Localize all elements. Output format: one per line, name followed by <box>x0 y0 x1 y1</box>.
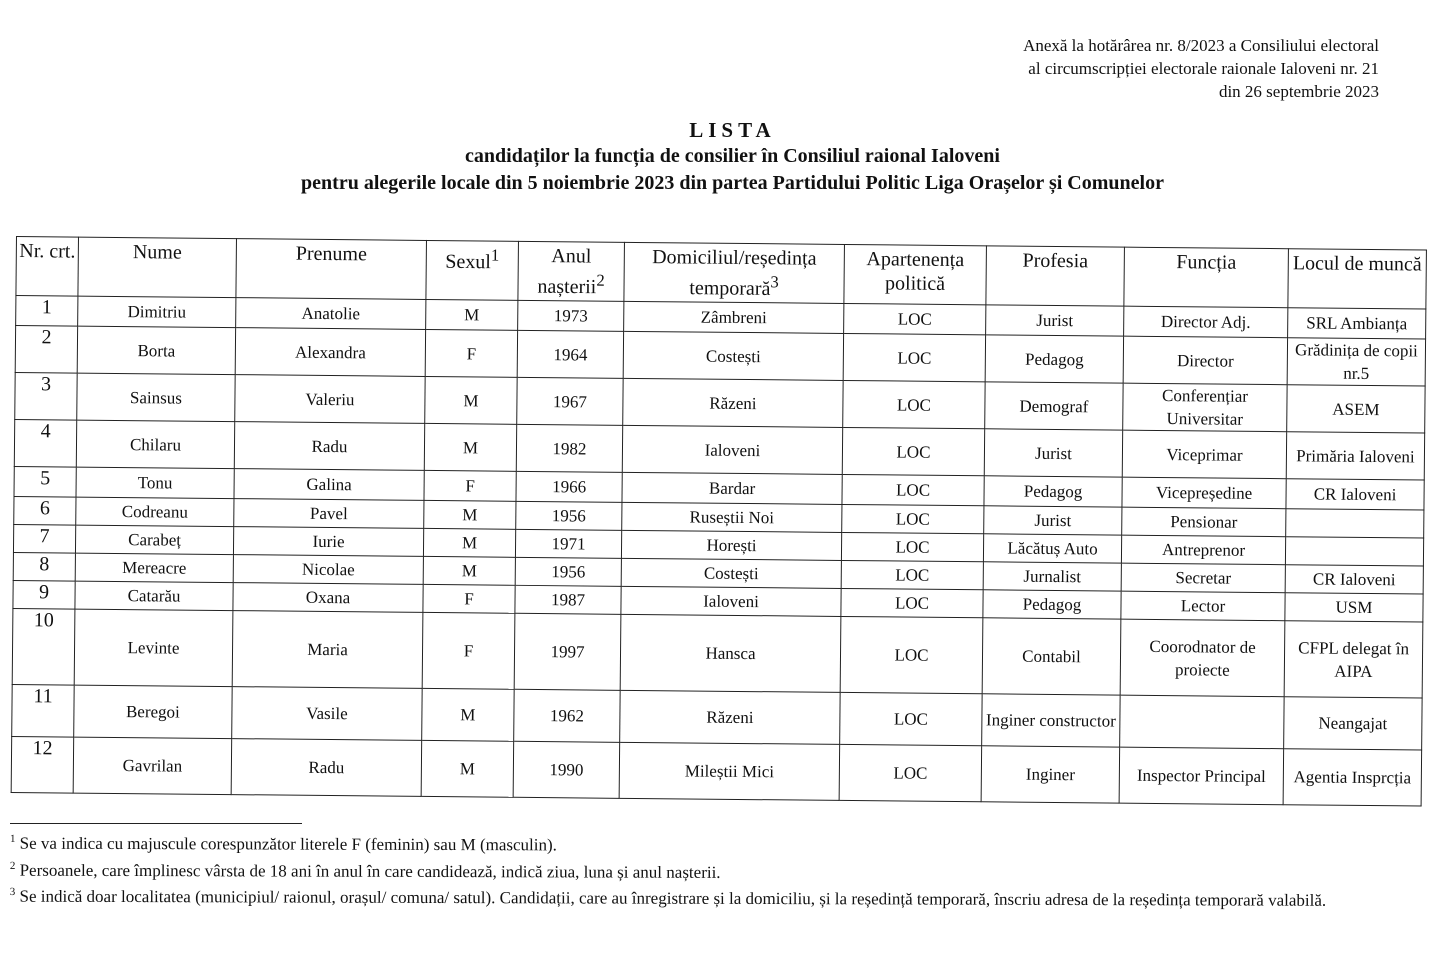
header-domiciliul-footnote-mark: 3 <box>770 272 779 292</box>
cell-profesia: Pedagog <box>983 590 1121 619</box>
cell-functia: Secretar <box>1121 563 1285 593</box>
cell-nr: 11 <box>12 684 74 737</box>
cell-locul: Grădinița de copii nr.5 <box>1287 338 1425 386</box>
cell-nume: Chilaru <box>76 420 234 469</box>
cell-domiciliu: Horești <box>621 530 841 560</box>
header-sexul-footnote-mark: 1 <box>490 245 500 265</box>
cell-functia: Inspector Principal <box>1119 747 1284 805</box>
cell-sex: M <box>426 299 518 330</box>
table-row <box>12 608 1423 698</box>
header-nume: Nume <box>78 237 237 298</box>
header-sexul <box>426 240 519 300</box>
cell-locul: USM <box>1285 593 1423 622</box>
cell-functia: Vicepreședine <box>1122 477 1286 509</box>
footnote-3-text: Se indică doar localitatea (municipiul/ raionul, orașul/ comuna/ satul). Candidații, care au înregistrare și la domiciliu, și la reședință temporară, înscriu adresa de la reședința temporară valabilă. <box>19 886 1327 911</box>
header-domiciliul-label: Domiciliul/reședința temporară <box>652 246 817 300</box>
cell-prenume: Valeriu <box>235 375 425 424</box>
title-heading: LISTA <box>689 118 776 142</box>
header-locul: Locul de muncă <box>1288 249 1427 309</box>
cell-partid: LOC <box>844 303 986 334</box>
cell-nume: Codreanu <box>76 497 234 527</box>
cell-profesia: Inginer <box>981 746 1120 803</box>
cell-prenume: Oxana <box>233 583 423 613</box>
cell-locul: Neangajat <box>1284 697 1422 750</box>
annex-line-1: Anexă la hotărârea nr. 8/2023 a Consiliului electoral <box>1023 36 1379 55</box>
cell-nr: 7 <box>13 524 75 553</box>
cell-sex: F <box>425 329 517 377</box>
cell-anul: 1973 <box>518 300 624 331</box>
cell-functia: Antreprenor <box>1121 535 1285 565</box>
footnote-1-mark: 1 <box>9 833 16 846</box>
cell-domiciliu: Răzeni <box>623 378 843 427</box>
cell-nr: 8 <box>13 552 75 581</box>
header-nr: Nr. crt. <box>16 237 79 297</box>
cell-sex: M <box>422 688 514 741</box>
cell-profesia: Contabil <box>982 618 1121 695</box>
cell-anul: 1982 <box>516 424 622 472</box>
cell-functia: Lector <box>1121 591 1285 621</box>
footnote-divider <box>10 823 302 824</box>
cell-locul: Primăria Ialoveni <box>1286 432 1424 480</box>
candidates-table <box>11 236 1427 807</box>
footnote-1 <box>10 828 1435 859</box>
cell-sex: F <box>422 612 515 689</box>
header-functia: Funcția <box>1124 247 1289 308</box>
cell-functia: Director Adj. <box>1124 306 1288 338</box>
cell-domiciliu: Răzeni <box>620 690 840 744</box>
cell-domiciliu: Ruseștii Noi <box>622 502 842 532</box>
cell-nume: Borta <box>77 326 235 375</box>
cell-prenume: Pavel <box>234 499 424 529</box>
footnote-3-mark: 3 <box>9 886 16 899</box>
cell-anul: 1997 <box>514 613 621 690</box>
header-anul-footnote-mark: 2 <box>596 270 605 290</box>
cell-prenume: Nicolae <box>233 555 423 585</box>
cell-nume: Sainsus <box>77 373 235 422</box>
header-domiciliul <box>624 242 845 303</box>
cell-anul: 1964 <box>517 330 623 378</box>
cell-nume: Dimitriu <box>78 296 236 328</box>
annex-header <box>779 34 1379 103</box>
cell-anul: 1956 <box>516 501 622 530</box>
annex-line-3: din 26 septembrie 2023 <box>1218 82 1379 101</box>
footnote-3 <box>10 881 1435 912</box>
cell-partid: LOC <box>840 692 982 745</box>
cell-locul <box>1285 537 1423 566</box>
cell-nume: Catarău <box>75 581 233 611</box>
cell-domiciliu: Ialoveni <box>621 586 841 616</box>
cell-partid: LOC <box>842 427 984 475</box>
cell-profesia: Pedagog <box>985 335 1123 383</box>
header-profesia: Profesia <box>986 246 1125 306</box>
cell-profesia: Jurist <box>986 305 1124 336</box>
cell-locul: SRL Ambianța <box>1288 308 1426 339</box>
cell-prenume: Maria <box>232 611 423 689</box>
cell-domiciliu: Costești <box>621 558 841 588</box>
cell-nume: Gavrilan <box>73 737 232 795</box>
cell-locul: ASEM <box>1287 385 1425 433</box>
cell-profesia: Lăcătuș Auto <box>983 534 1121 563</box>
cell-anul: 1956 <box>515 557 621 586</box>
cell-nr: 5 <box>14 466 76 497</box>
header-prenume: Prenume <box>236 239 427 300</box>
cell-profesia: Jurist <box>984 506 1122 535</box>
cell-prenume: Radu <box>231 739 422 797</box>
cell-nume: Beregoi <box>74 685 232 739</box>
cell-anul: 1990 <box>513 741 620 798</box>
footnote-2-mark: 2 <box>9 859 16 872</box>
cell-profesia: Pedagog <box>984 476 1122 507</box>
cell-sex: M <box>424 423 516 471</box>
cell-domiciliu: Costești <box>623 331 843 380</box>
cell-functia: Viceprimar <box>1122 430 1286 479</box>
cell-functia: Conferențiar Universitar <box>1123 383 1287 432</box>
cell-nume: Carabeț <box>75 525 233 555</box>
cell-domiciliu: Mileștii Mici <box>619 742 840 800</box>
title-subtitle-2: pentru alegerile locale din 5 noiembrie 2023 din partea Partidului Politic Liga Orașelor și Comunelor <box>301 172 1164 194</box>
cell-locul: CR Ialoveni <box>1285 565 1423 594</box>
cell-anul: 1987 <box>515 585 621 614</box>
cell-locul: CR Ialoveni <box>1286 479 1424 510</box>
cell-sex: M <box>424 500 516 529</box>
cell-partid: LOC <box>841 560 983 589</box>
cell-anul: 1966 <box>516 471 622 502</box>
cell-partid: LOC <box>843 333 985 381</box>
header-sexul-label: Sexul <box>445 250 491 274</box>
cell-anul: 1971 <box>515 529 621 558</box>
cell-sex: M <box>423 528 515 557</box>
cell-anul: 1962 <box>514 689 620 742</box>
header-anul <box>518 241 625 301</box>
cell-functia: Pensionar <box>1122 507 1286 537</box>
cell-profesia: Demograf <box>985 382 1123 430</box>
cell-nume: Levinte <box>74 609 233 687</box>
header-apartenenta: Apartenența politică <box>844 244 987 304</box>
cell-sex: M <box>425 376 517 424</box>
title-subtitle-1: candidaților la funcția de consilier în Consiliul raional Ialoveni <box>465 145 1000 167</box>
cell-partid: LOC <box>842 474 984 505</box>
cell-sex: F <box>424 470 516 501</box>
cell-domiciliu: Ialoveni <box>622 425 842 474</box>
cell-nr: 12 <box>11 736 74 793</box>
cell-functia: Coorodnator de proiecte <box>1120 619 1285 697</box>
cell-partid: LOC <box>840 616 983 693</box>
cell-nr: 9 <box>13 580 75 609</box>
cell-prenume: Alexandra <box>235 328 425 377</box>
cell-locul: CFPL delegat în AIPA <box>1284 621 1423 698</box>
cell-nr: 10 <box>12 608 75 685</box>
cell-partid: LOC <box>843 380 985 428</box>
cell-profesia: Jurist <box>984 429 1122 477</box>
footnote-1-text: Se va indica cu majuscule corespunzător literele F (feminin) sau M (masculin). <box>19 833 557 855</box>
cell-prenume: Galina <box>234 469 424 501</box>
cell-prenume: Vasile <box>232 687 422 741</box>
cell-nr: 6 <box>14 496 76 525</box>
cell-nr: 1 <box>16 296 78 327</box>
cell-prenume: Radu <box>234 422 424 471</box>
footnotes <box>10 828 1435 912</box>
cell-prenume: Iurie <box>233 527 423 557</box>
cell-partid: LOC <box>841 588 983 617</box>
document-title <box>0 117 1453 197</box>
cell-partid: LOC <box>842 504 984 533</box>
cell-functia <box>1120 695 1284 749</box>
cell-locul <box>1286 509 1424 538</box>
cell-prenume: Anatolie <box>236 298 426 330</box>
cell-locul: Agentia Insprcția <box>1283 749 1422 806</box>
cell-sex: M <box>421 740 514 797</box>
cell-profesia: Inginer constructor <box>982 694 1120 747</box>
cell-domiciliu: Hansca <box>620 614 841 692</box>
cell-domiciliu: Bardar <box>622 472 842 504</box>
cell-sex: M <box>423 556 515 585</box>
cell-nr: 3 <box>15 372 77 420</box>
cell-nr: 2 <box>15 326 77 374</box>
cell-sex: F <box>423 584 515 613</box>
cell-domiciliu: Zâmbreni <box>624 301 844 333</box>
cell-functia: Director <box>1123 336 1287 385</box>
cell-anul: 1967 <box>517 377 623 425</box>
cell-nume: Mereacre <box>75 553 233 583</box>
footnote-2-text: Persoanele, care împlinesc vârsta de 18 ani în anul în care candidează, indică ziua, luna și anul nașterii. <box>19 860 721 882</box>
cell-profesia: Jurnalist <box>983 562 1121 591</box>
cell-partid: LOC <box>839 744 982 801</box>
annex-line-2: al circumscripției electorale raionale Ialoveni nr. 21 <box>1028 59 1379 78</box>
header-anul-label: Anul nașterii <box>537 245 597 299</box>
cell-nume: Tonu <box>76 467 234 499</box>
cell-partid: LOC <box>841 532 983 561</box>
cell-nr: 4 <box>14 419 76 467</box>
